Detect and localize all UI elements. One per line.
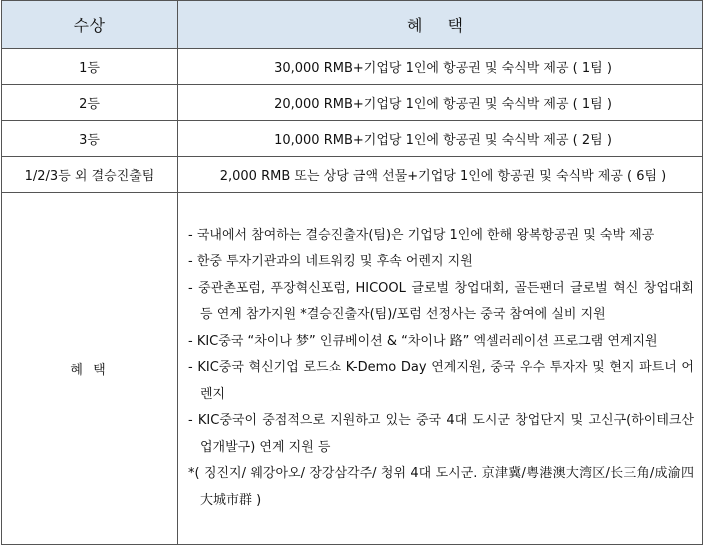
benefit-cell: 2,000 RMB 또는 상당 금액 선물+기업당 1인에 항공권 및 숙식박 제공 ( 6팀 ) (178, 157, 703, 193)
benefit-cell: 10,000 RMB+기업당 1인에 항공권 및 숙식박 제공 ( 2팀 ) (178, 121, 703, 157)
list-item: - KIC중국이 중점적으로 지원하고 있는 중국 4대 도시군 창업단지 및 고신구(하이테크산업개발구) 연계 지원 등 (188, 413, 694, 455)
benefit-cell: 20,000 RMB+기업당 1인에 항공권 및 숙식박 제공 ( 1팀 ) (178, 85, 703, 121)
header-benefit (178, 1, 703, 49)
list-item: - KIC중국 “차이나 梦” 인큐베이션 & “차이나 路” 엑셀러레이션 프로그램 연계지원 (188, 333, 658, 349)
additional-benefits-label (2, 193, 178, 545)
benefit-cell: 30,000 RMB+기업당 1인에 항공권 및 숙식박 제공 ( 1팀 ) (178, 49, 703, 85)
additional-benefits-label-text: 혜 택 (70, 363, 109, 378)
additional-benefits-cell (178, 193, 703, 545)
list-item: - 한중 투자기관과의 네트워킹 및 후속 어렌지 지원 (188, 254, 473, 270)
table-row (2, 157, 703, 193)
prize-cell: 1등 (2, 49, 178, 85)
table-row (2, 121, 703, 157)
award-benefits-table (1, 0, 703, 545)
prize-cell: 3등 (2, 121, 178, 157)
additional-benefits-row (2, 193, 703, 545)
list-item: *( 징진지/ 웨강아오/ 장강삼각주/ 청위 4대 도시군. 京津冀/粤港澳大湾区/长三角/成渝四大城市群 ) (188, 466, 694, 508)
list-item: - 국내에서 참여하는 결승진출자(팀)은 기업당 1인에 한해 왕복항공권 및 숙박 제공 (188, 227, 655, 243)
table-row (2, 85, 703, 121)
prize-cell: 1/2/3등 외 결승진출팀 (2, 157, 178, 193)
table-row (2, 49, 703, 85)
list-item: - 중관촌포럼, 푸장혁신포럼, HICOOL 글로벌 창업대회, 골든팬더 글로벌 혁신 창업대회 등 연계 참가지원 *결승진출자(팀)/포럼 선정사는 중국 참여에 실비 지원 (188, 280, 694, 323)
header-benefit-label: 혜 택 (407, 16, 473, 35)
prize-cell: 2등 (2, 85, 178, 121)
table-header-row (2, 1, 703, 49)
list-item: - KIC중국 혁신기업 로드쇼 K-Demo Day 연계지원, 중국 우수 투자자 및 현지 파트너 어렌지 (188, 360, 694, 402)
benefit-list (178, 221, 702, 517)
header-prize: 수상 (2, 1, 178, 49)
